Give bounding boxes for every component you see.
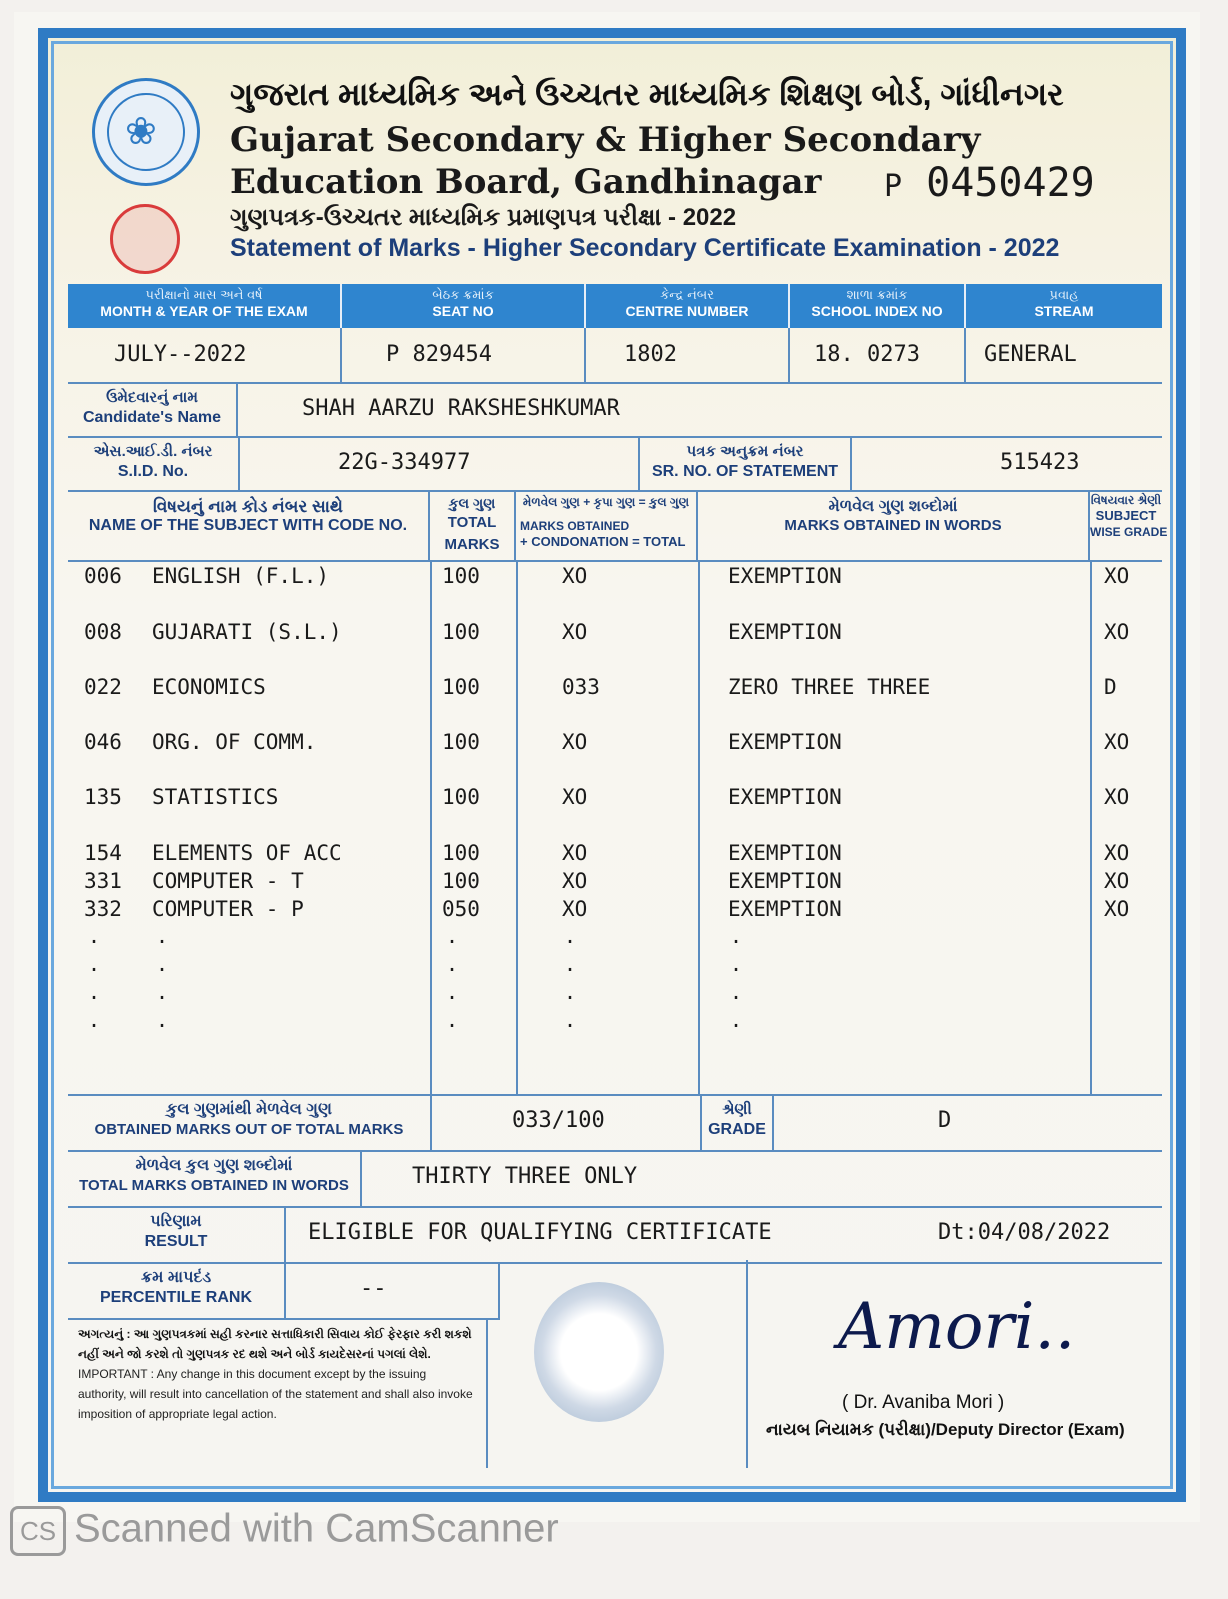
sid-label: એસ.આઈ.ડી. નંબર S.I.D. No. bbox=[68, 436, 240, 490]
serial-digits: 0450429 bbox=[926, 160, 1095, 206]
serial-number bbox=[884, 160, 1095, 206]
words-total-label: મેળવેલ કુલ ગુણ શબ્દોમાં TOTAL MARKS OBTAINED IN WORDS bbox=[68, 1150, 362, 1206]
col-header-words: મેળવેલ ગુણ શબ્દોમાં MARKS OBTAINED IN WORDS bbox=[698, 490, 1090, 560]
subject-table-body: 006 ENGLISH (F.L.) 100 XO EXEMPTION XO 008 GUJARATI (S.L.) 100 XO EXEMPTION XO 022 ECONOMICS 100 033 ZERO THREE THREE D 046 ORG. OF COMM. 100 XO EXEMPTION XO 135 STATISTICS 100 XO EXEMPTION XO 154 ELEMENTS OF ACC 100 XO EXEMPTION XO 331 COMPUTER - T 100 XO EXEMPTION XO 332 COMPUTER - P 050 XO EXEMPTION XO . . . . . . . . . . . . . . . . . . . . bbox=[68, 560, 1162, 1096]
statement-title-english: Statement of Marks - Higher Secondary Certificate Examination - 2022 bbox=[230, 234, 1060, 262]
col-header-obtained: મેળવેલ ગુણ + કૃપા ગુણ = કુલ ગુણ MARKS OBTAINED + CONDONATION = TOTAL bbox=[516, 490, 698, 560]
sid-row bbox=[68, 436, 1162, 492]
centre-number: 1802 bbox=[586, 328, 790, 382]
result-value: ELIGIBLE FOR QUALIFYING CERTIFICATE bbox=[308, 1220, 772, 1245]
statement-sr-number: 515423 bbox=[1000, 450, 1080, 475]
result-date: Dt:04/08/2022 bbox=[938, 1220, 1111, 1245]
header-month-year: પરીક્ષાનો માસ અને વર્ષ MONTH & YEAR OF THE EXAM bbox=[68, 284, 342, 328]
camscanner-text: Scanned with CamScanner bbox=[74, 1506, 559, 1551]
board-title-english-line2: Education Board, Gandhinagar bbox=[230, 162, 822, 202]
marksheet-content bbox=[64, 54, 1168, 1476]
obtained-marks-row bbox=[68, 1094, 1162, 1152]
percentile-value: -- bbox=[360, 1276, 387, 1301]
board-title-gujarati: ગુજરાત માધ્યમિક અને ઉચ્ચતર માધ્યમિક શિક્ષણ બોર્ડ, ગાંધીનગર bbox=[230, 76, 1064, 112]
seat-number: P 829454 bbox=[342, 328, 586, 382]
subject-row: 046 ORG. OF COMM. 100 XO EXEMPTION XO bbox=[84, 730, 1130, 754]
col-header-subject: વિષયનું નામ કોડ નંબર સાથે NAME OF THE SUBJECT WITH CODE NO. bbox=[68, 490, 430, 560]
board-title-english-line1: Gujarat Secondary & Higher Secondary bbox=[230, 120, 981, 160]
subject-row: 022 ECONOMICS 100 033 ZERO THREE THREE D bbox=[84, 675, 1117, 699]
marksheet bbox=[38, 28, 1186, 1502]
subject-row: 135 STATISTICS 100 XO EXEMPTION XO bbox=[84, 785, 1130, 809]
statement-sr-label: પત્રક અનુક્રમ નંબર SR. NO. OF STATEMENT bbox=[638, 436, 852, 490]
obtained-marks-value: 033/100 bbox=[512, 1108, 605, 1133]
signature-icon: Amori.. bbox=[838, 1290, 1076, 1364]
subject-table-header bbox=[68, 490, 1168, 562]
important-notice bbox=[68, 1318, 488, 1468]
percentile-row bbox=[68, 1262, 500, 1320]
exam-info-values bbox=[68, 328, 1162, 384]
candidate-name-row bbox=[68, 382, 1162, 438]
sid-number: 22G-334977 bbox=[338, 450, 471, 475]
header-centre-number: કેન્દ્ર નંબર CENTRE NUMBER bbox=[586, 284, 790, 328]
col-header-grade: વિષયવાર શ્રેણી SUBJECT WISE GRADE bbox=[1090, 493, 1168, 539]
school-index: 18. 0273 bbox=[790, 328, 966, 382]
subject-row: 006 ENGLISH (F.L.) 100 XO EXEMPTION XO bbox=[84, 564, 1130, 588]
percentile-label: ક્રમ માપદંડ PERCENTILE RANK bbox=[68, 1262, 286, 1318]
exam-month-year: JULY--2022 bbox=[68, 328, 342, 382]
serial-prefix: P bbox=[884, 169, 903, 204]
signature-block bbox=[746, 1260, 1162, 1468]
notice-gujarati: અગત્યનું : આ ગુણપત્રકમાં સહી કરનાર સત્તાધિકારી સિવાય કોઈ ફેરફાર કરી શકશે નહીં અને જો કરશે તો ગુણપત્રક રદ થશે અને બોર્ડ કાયદેસરનાં પગલાં લેશે. bbox=[78, 1327, 472, 1361]
statement-title-gujarati: ગુણપત્રક-ઉચ્ચતર માધ્યમિક પ્રમાણપત્ર પરીક્ષા - 2022 bbox=[230, 204, 737, 231]
result-row bbox=[68, 1206, 1162, 1264]
subject-row: 332 COMPUTER - P 050 XO EXEMPTION XO bbox=[84, 897, 1130, 921]
grade-label: શ્રેણી GRADE bbox=[700, 1094, 774, 1150]
signatory-title: નાયબ નિયામક (પરીક્ષા)/Deputy Director (Exam) bbox=[766, 1420, 1125, 1439]
result-label: પરિણામ RESULT bbox=[68, 1206, 286, 1262]
overall-grade: D bbox=[938, 1108, 952, 1133]
obtained-marks-label: કુલ ગુણમાંથી મેળવેલ ગુણ OBTAINED MARKS OUT OF TOTAL MARKS bbox=[68, 1094, 432, 1150]
red-seal-icon bbox=[110, 204, 180, 274]
header-seat-no: બેઠક ક્રમાંક SEAT NO bbox=[342, 284, 586, 328]
subject-row: 154 ELEMENTS OF ACC 100 XO EXEMPTION XO bbox=[84, 841, 1130, 865]
camscanner-watermark bbox=[10, 1506, 559, 1556]
stream: GENERAL bbox=[984, 342, 1077, 367]
hologram-seal-icon bbox=[534, 1282, 664, 1422]
words-total-value: THIRTY THREE ONLY bbox=[412, 1164, 638, 1189]
exam-info-header bbox=[68, 284, 1162, 328]
notice-english: IMPORTANT : Any change in this document except by the issuing authority, will result into cancellation of the statement and shall also invoke imposition of appropriate legal action. bbox=[78, 1367, 473, 1421]
words-total-row bbox=[68, 1150, 1162, 1208]
candidate-name: SHAH AARZU RAKSHESHKUMAR bbox=[302, 396, 620, 421]
subject-row: 008 GUJARATI (S.L.) 100 XO EXEMPTION XO bbox=[84, 620, 1130, 644]
camscanner-logo-icon: CS bbox=[10, 1506, 66, 1556]
header-school-index: શાળા ક્રમાંક SCHOOL INDEX NO bbox=[790, 284, 966, 328]
subject-row: 331 COMPUTER - T 100 XO EXEMPTION XO bbox=[84, 869, 1130, 893]
board-logo-icon: ❀ bbox=[92, 78, 200, 186]
candidate-name-label: ઉમેદવારનું નામ Candidate's Name bbox=[68, 382, 238, 436]
signatory-name: ( Dr. Avaniba Mori ) bbox=[842, 1392, 1005, 1413]
header-stream: પ્રવાહ STREAM bbox=[1034, 287, 1094, 319]
col-header-total: કુલ ગુણ TOTAL MARKS bbox=[430, 490, 516, 560]
